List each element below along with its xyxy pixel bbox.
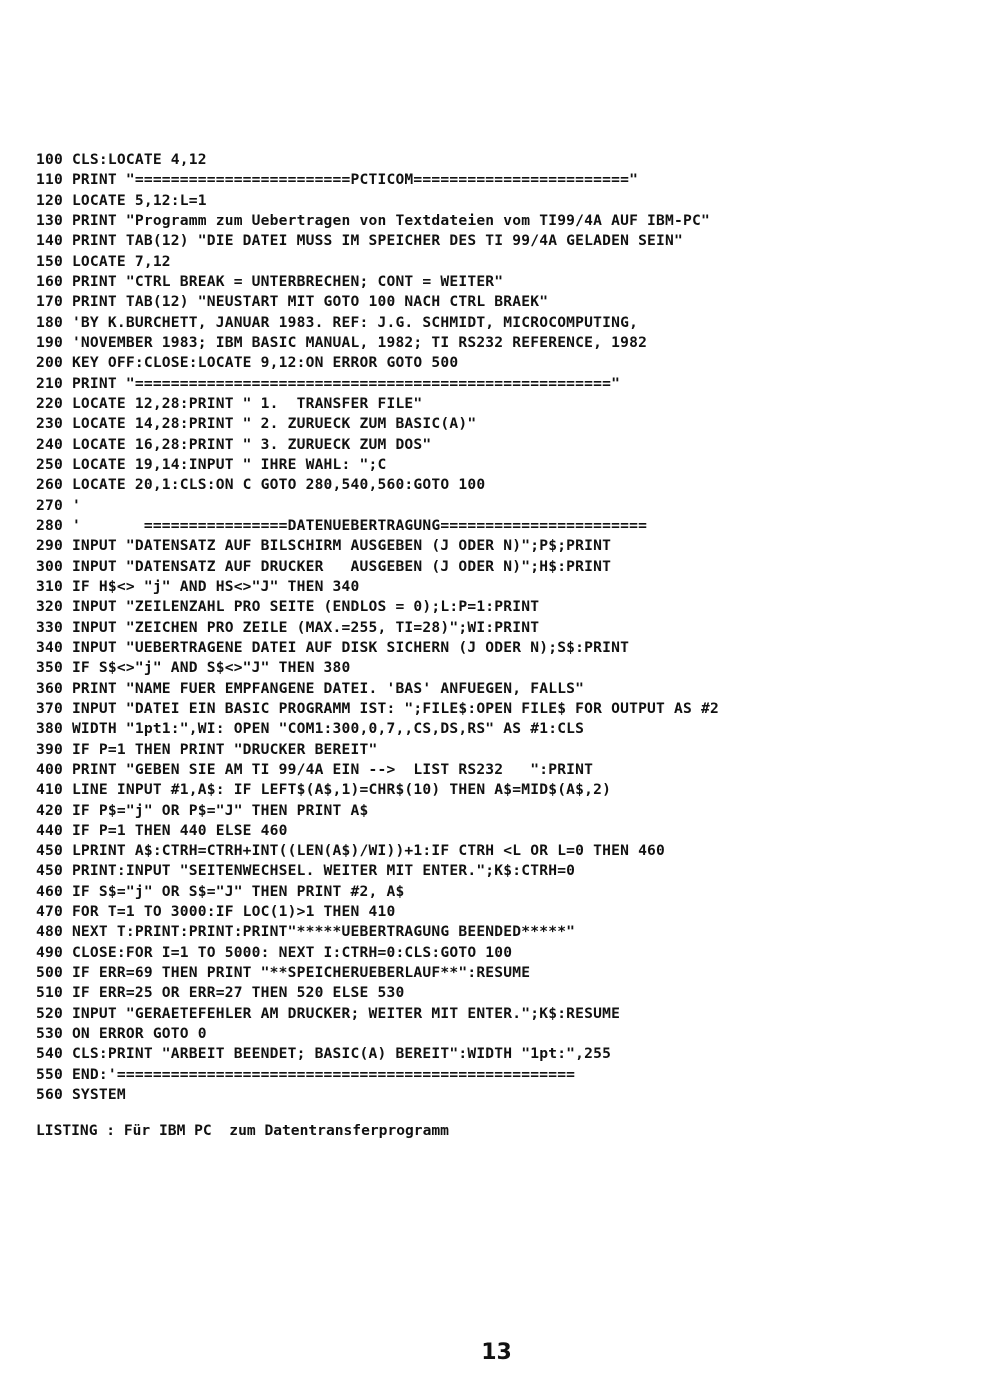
code-line: 540 CLS:PRINT "ARBEIT BEENDET; BASIC(A) BEREIT":WIDTH "1pt:",255 [36, 1045, 612, 1063]
code-line: 390 IF P=1 THEN PRINT "DRUCKER BEREIT" [36, 740, 378, 758]
code-line: 480 NEXT T:PRINT:PRINT:PRINT"*****UEBERTRAGUNG BEENDED*****" [36, 923, 576, 941]
code-line: 320 INPUT "ZEILENZAHL PRO SEITE (ENDLOS = 0);L:P=1:PRINT [36, 598, 540, 616]
code-line: 230 LOCATE 14,28:PRINT " 2. ZURUECK ZUM BASIC(A)" [36, 415, 477, 433]
code-line: 210 PRINT "=====================================================" [36, 374, 621, 392]
code-line: 500 IF ERR=69 THEN PRINT "**SPEICHERUEBERLAUF**":RESUME [36, 964, 531, 982]
code-line: 550 END:'=================================================== [36, 1065, 576, 1083]
code-line: 120 LOCATE 5,12:L=1 [36, 191, 207, 209]
code-line: 400 PRINT "GEBEN SIE AM TI 99/4A EIN --> LIST RS232 ":PRINT [36, 760, 594, 778]
code-line: 560 SYSTEM [36, 1086, 126, 1104]
code-line: 190 'NOVEMBER 1983; IBM BASIC MANUAL, 1982; TI RS232 REFERENCE, 1982 [36, 333, 648, 351]
code-line: 470 FOR T=1 TO 3000:IF LOC(1)>1 THEN 410 [36, 903, 396, 921]
code-line: 440 IF P=1 THEN 440 ELSE 460 [36, 821, 288, 839]
code-line: 170 PRINT TAB(12) "NEUSTART MIT GOTO 100 NACH CTRL BRAEK" [36, 293, 549, 311]
code-line: 200 KEY OFF:CLOSE:LOCATE 9,12:ON ERROR GOTO 500 [36, 354, 459, 372]
code-line: 240 LOCATE 16,28:PRINT " 3. ZURUECK ZUM DOS" [36, 435, 432, 453]
code-line: 140 PRINT TAB(12) "DIE DATEI MUSS IM SPEICHER DES TI 99/4A GELADEN SEIN" [36, 232, 684, 250]
code-line: 270 ' [36, 496, 81, 514]
basic-program-listing [36, 150, 981, 1105]
code-line: 110 PRINT "========================PCTICOM========================" [36, 171, 639, 189]
code-line: 370 INPUT "DATEI EIN BASIC PROGRAMM IST: ";FILE$:OPEN FILE$ FOR OUTPUT AS #2 [36, 699, 719, 717]
code-line: 450 LPRINT A$:CTRH=CTRH+INT((LEN(A$)/WI))+1:IF CTRH <L OR L=0 THEN 460 [36, 842, 666, 860]
listing-caption: LISTING : Für IBM PC zum Datentransferprogramm [36, 1122, 449, 1139]
code-line: 130 PRINT "Programm zum Uebertragen von Textdateien vom TI99/4A AUF IBM-PC" [36, 211, 710, 229]
code-line: 310 IF H$<> "j" AND HS<>"J" THEN 340 [36, 577, 360, 595]
code-line: 180 'BY K.BURCHETT, JANUAR 1983. REF: J.G. SCHMIDT, MICROCOMPUTING, [36, 313, 639, 331]
page-number: 13 [481, 1340, 512, 1365]
code-line: 350 IF S$<>"j" AND S$<>"J" THEN 380 [36, 659, 351, 677]
code-line: 280 ' ================DATENUEBERTRAGUNG======================= [36, 516, 648, 534]
code-line: 160 PRINT "CTRL BREAK = UNTERBRECHEN; CONT = WEITER" [36, 272, 504, 290]
code-line: 300 INPUT "DATENSATZ AUF DRUCKER AUSGEBEN (J ODER N)";H$:PRINT [36, 557, 612, 575]
code-line: 290 INPUT "DATENSATZ AUF BILSCHIRM AUSGEBEN (J ODER N)";P$;PRINT [36, 537, 612, 555]
code-line: 250 LOCATE 19,14:INPUT " IHRE WAHL: ";C [36, 455, 387, 473]
code-line: 530 ON ERROR GOTO 0 [36, 1025, 207, 1043]
code-line: 410 LINE INPUT #1,A$: IF LEFT$(A$,1)=CHR$(10) THEN A$=MID$(A$,2) [36, 781, 612, 799]
code-line: 490 CLOSE:FOR I=1 TO 5000: NEXT I:CTRH=0:CLS:GOTO 100 [36, 943, 513, 961]
code-line: 380 WIDTH "1pt1:",WI: OPEN "COM1:300,0,7,,CS,DS,RS" AS #1:CLS [36, 720, 585, 738]
code-line: 420 IF P$="j" OR P$="J" THEN PRINT A$ [36, 801, 369, 819]
code-line: 520 INPUT "GERAETEFEHLER AM DRUCKER; WEITER MIT ENTER.";K$:RESUME [36, 1004, 621, 1022]
code-line: 220 LOCATE 12,28:PRINT " 1. TRANSFER FILE" [36, 394, 423, 412]
code-line: 460 IF S$="j" OR S$="J" THEN PRINT #2, A$ [36, 882, 405, 900]
code-line: 150 LOCATE 7,12 [36, 252, 171, 270]
code-line: 510 IF ERR=25 OR ERR=27 THEN 520 ELSE 530 [36, 984, 405, 1002]
code-line: 100 CLS:LOCATE 4,12 [36, 151, 207, 168]
code-line: 330 INPUT "ZEICHEN PRO ZEILE (MAX.=255, TI=28)";WI:PRINT [36, 618, 540, 636]
code-line: 260 LOCATE 20,1:CLS:ON C GOTO 280,540,560:GOTO 100 [36, 476, 486, 494]
code-line: 450 PRINT:INPUT "SEITENWECHSEL. WEITER MIT ENTER.";K$:CTRH=0 [36, 862, 576, 880]
code-line: 360 PRINT "NAME FUER EMPFANGENE DATEI. 'BAS' ANFUEGEN, FALLS" [36, 679, 585, 697]
code-line: 340 INPUT "UEBERTRAGENE DATEI AUF DISK SICHERN (J ODER N);S$:PRINT [36, 638, 630, 656]
